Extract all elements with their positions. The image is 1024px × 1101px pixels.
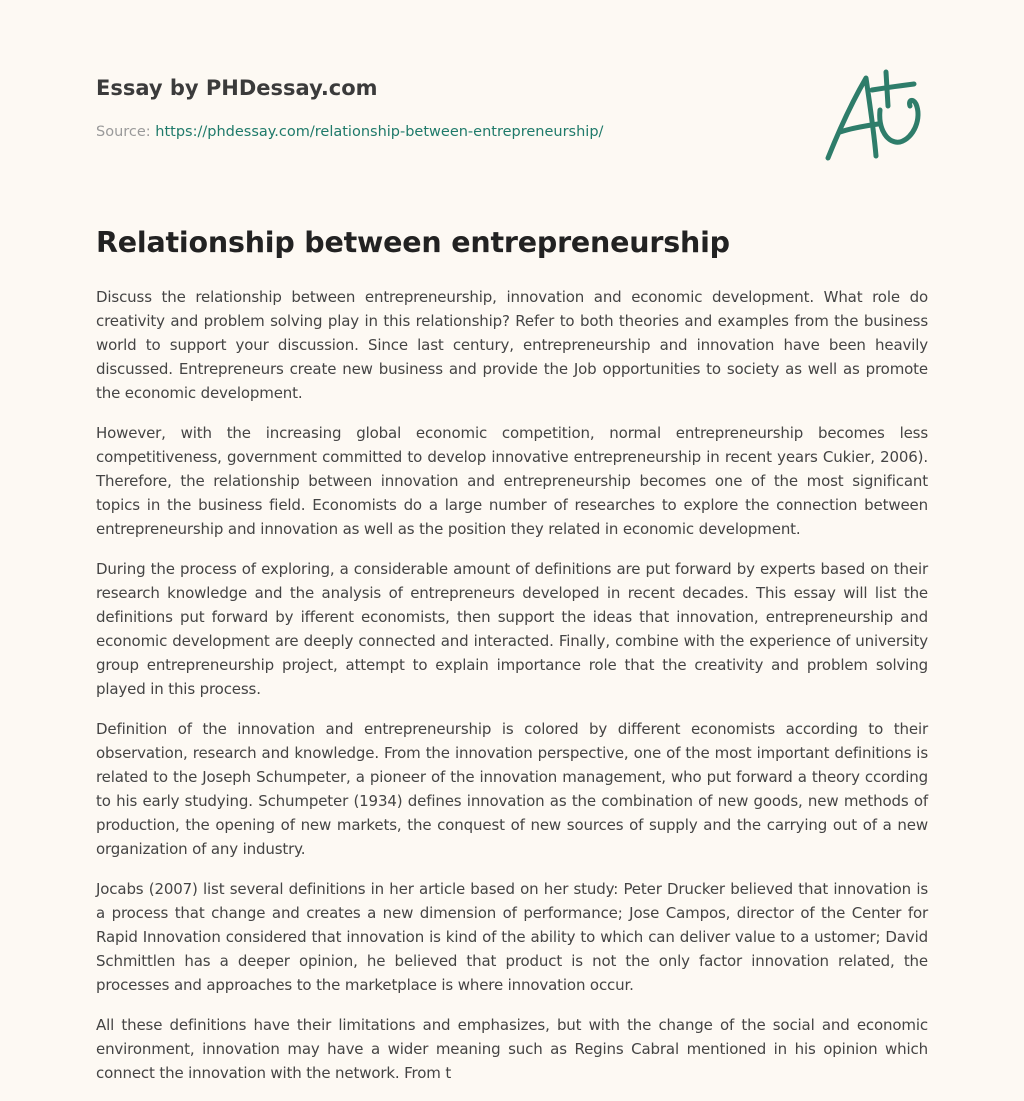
paragraph: During the process of exploring, a considerable amount of definitions are put forward by experts based on their research knowledge and the analysis of entrepreneurs developed in recent decades. This essay will list the definitions put forward by ifferent economists, then support the ideas that innovation, entrepreneurship and economic development are deeply connected and interacted. Finally, combine with the experience of university group entrepreneurship project, attempt to explain importance role that the creativity and problem solving played in this process. bbox=[96, 560, 928, 698]
paragraph: Discuss the relationship between entrepreneurship, innovation and economic development. What role do creativity and problem solving play in this relationship? Refer to both theories and examples from the business world to support your discussion. Since last century, entrepreneurship and innovation have been heavily discussed. Entrepreneurs create new business and provide the Job opportunities to society as well as promote the economic development. bbox=[96, 288, 928, 402]
source-line bbox=[96, 124, 603, 140]
essay-title: Relationship between entrepreneurship bbox=[96, 226, 730, 259]
paragraph: All these definitions have their limitations and emphasizes, but with the change of the social and economic environment, innovation may have a wider meaning such as Regins Cabral mentioned in his opinion which connect the innovation with the network. From t bbox=[96, 1016, 928, 1082]
source-label: Source: bbox=[96, 124, 151, 140]
source-link[interactable]: https://phdessay.com/relationship-between-entrepreneurship/ bbox=[155, 124, 604, 140]
site-brand: Essay by PHDessay.com bbox=[96, 76, 378, 100]
essay-body bbox=[96, 285, 928, 1101]
paragraph: Jocabs (2007) list several definitions in her article based on her study: Peter Drucker believed that innovation is a process that change and creates a new dimension of performance; Jose Campos, director of the Center for Rapid Innovation considered that innovation is kind of the ability to which can deliver value to a ustomer; David Schmittlen has a deeper opinion, he believed that product is not the only factor innovation related, the processes and approaches to the marketplace is where innovation occur. bbox=[96, 880, 928, 994]
paragraph: However, with the increasing global economic competition, normal entrepreneurship becomes less competitiveness, government committed to develop innovative entrepreneurship in recent years Cukier, 2006). Therefore, the relationship between innovation and entrepreneurship becomes one of the most significant topics in the business field. Economists do a large number of researches to explore the connection between entrepreneurship and innovation as well as the position they related in economic development. bbox=[96, 424, 928, 538]
a-plus-logo-icon bbox=[818, 66, 930, 166]
paragraph: Definition of the innovation and entrepreneurship is colored by different economists according to their observation, research and knowledge. From the innovation perspective, one of the most important definitions is related to the Joseph Schumpeter, a pioneer of the innovation management, who put forward a theory ccording to his early studying. Schumpeter (1934) defines innovation as the combination of new goods, new methods of production, the opening of new markets, the conquest of new sources of supply and the carrying out of a new organization of any industry. bbox=[96, 720, 928, 858]
